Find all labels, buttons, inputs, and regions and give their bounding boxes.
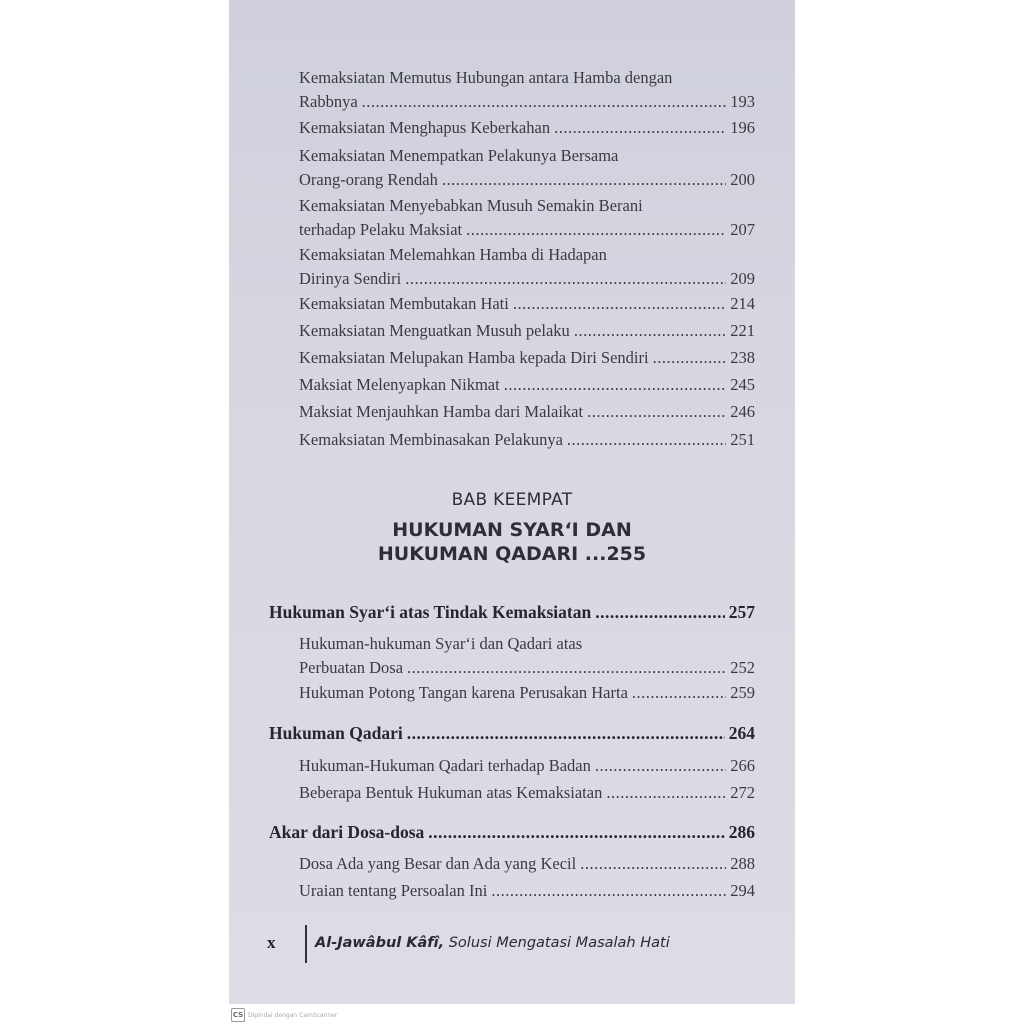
dot-leader [632,681,726,705]
dot-leader [442,168,726,192]
toc-entry [299,346,755,370]
dot-leader [653,346,727,370]
toc-page-number: 286 [728,822,755,842]
toc-entry [299,319,755,343]
toc-entry-line2: Dirinya Sendiri [299,269,402,288]
book-page [229,0,795,1004]
dot-leader [504,373,727,397]
toc-entry [299,243,755,291]
toc-entry [299,116,755,140]
toc-entry-line1: Kemaksiatan Menempatkan Pelakunya Bersama [299,146,619,165]
toc-entry [299,373,755,397]
toc-entry-line1: Kemaksiatan Melemahkan Hamba di Hadapan [299,245,607,264]
toc-entry-line2: Beberapa Bentuk Hukuman atas Kemaksiatan [299,783,603,802]
toc-entry-line2: Perbuatan Dosa [299,658,404,677]
running-footer [315,935,670,951]
toc-entry-line1: Kemaksiatan Menyebabkan Musuh Semakin Berani [299,196,643,215]
dot-leader [491,879,726,903]
footer-subtitle: Solusi Mengatasi Masalah Hati [444,935,670,951]
dot-leader [362,90,727,114]
toc-entry-line2: Kemaksiatan Membutakan Hati [299,294,509,313]
toc-page-number: 200 [730,170,755,189]
toc-page-number: 245 [730,375,755,394]
toc-entry-line2: Maksiat Melenyapkan Nikmat [299,375,500,394]
toc-entry-line2: Kemaksiatan Melupakan Hamba kepada Diri Sendiri [299,348,649,367]
dot-leader [466,218,726,242]
toc-page-number: 193 [730,92,755,111]
toc-entry [299,194,755,242]
toc-entry-line1: Kemaksiatan Memutus Hubungan antara Hamba dengan [299,68,673,87]
toc-page-number: 266 [730,756,755,775]
dot-leader [595,754,726,778]
toc-section-title: Hukuman Qadari [269,723,403,743]
toc-entry-line2: Kemaksiatan Menguatkan Musuh pelaku [299,321,570,340]
toc-page-number: 259 [730,683,755,702]
dot-leader [513,292,726,316]
toc-page-number: 207 [730,220,755,239]
toc-page-number: 214 [730,294,755,313]
watermark-text: Dipindai dengan CamScanner [248,1011,338,1019]
toc-page-number: 246 [730,402,755,421]
toc-entry [299,681,755,705]
dot-leader [428,820,724,844]
chapter-label: BAB KEEMPAT [451,490,573,510]
toc-section [269,600,755,624]
toc-entry [299,428,755,452]
chapter-title-line2: HUKUMAN QADARI ...255 [377,543,647,565]
toc-entry-line2: Hukuman-Hukuman Qadari terhadap Badan [299,756,591,775]
toc-page-number: 209 [730,269,755,288]
toc-page-number: 221 [730,321,755,340]
toc-entry-line2: Kemaksiatan Membinasakan Pelakunya [299,430,563,449]
toc-entry [299,754,755,778]
footer-book-title: Al-Jawâbul Kâfî, [315,935,445,951]
toc-entry-line2: Rabbnya [299,92,358,111]
toc-page-number: 252 [730,658,755,677]
dot-leader [587,400,726,424]
toc-entry-line2: terhadap Pelaku Maksiat [299,220,463,239]
page-number-roman: x [267,933,276,952]
dot-leader [580,852,726,876]
toc-page-number: 238 [730,348,755,367]
toc-page-number: 196 [730,118,755,137]
toc-entry-line2: Orang-orang Rendah [299,170,438,189]
toc-page-number: 288 [730,854,755,873]
dot-leader [567,428,726,452]
toc-section-title: Akar dari Dosa-dosa [269,822,425,842]
toc-entry [299,144,755,192]
toc-entry [299,632,755,680]
dot-leader [407,721,725,745]
toc-entry [299,852,755,876]
toc-entry [299,66,755,114]
toc-entry [299,781,755,805]
toc-page-number: 294 [730,881,755,900]
dot-leader [407,656,726,680]
toc-section-title: Hukuman Syar‘i atas Tindak Kemaksiatan [269,602,592,622]
toc-entry-line1: Hukuman-hukuman Syar‘i dan Qadari atas [299,634,583,653]
toc-page-number: 264 [728,723,755,743]
toc-entry-line2: Kemaksiatan Menghapus Keberkahan [299,118,551,137]
footer-divider [305,925,307,963]
chapter-title-line1: HUKUMAN SYAR‘I DAN [392,519,632,541]
toc-entry-line2: Uraian tentang Persoalan Ini [299,881,488,900]
scanner-watermark [231,1008,337,1022]
toc-entry [299,292,755,316]
toc-entry-line2: Dosa Ada yang Besar dan Ada yang Kecil [299,854,577,873]
toc-section [269,820,755,844]
dot-leader [606,781,726,805]
toc-page-number: 251 [730,430,755,449]
dot-leader [574,319,726,343]
dot-leader [554,116,726,140]
toc-entry [299,400,755,424]
dot-leader [405,267,726,291]
dot-leader [595,600,725,624]
toc-entry-line2: Hukuman Potong Tangan karena Perusakan Harta [299,683,628,702]
toc-entry-line2: Maksiat Menjauhkan Hamba dari Malaikat [299,402,584,421]
toc-section [269,721,755,745]
toc-page-number: 257 [728,602,755,622]
toc-entry [299,879,755,903]
camscanner-icon: CS [231,1008,245,1022]
toc-page-number: 272 [730,783,755,802]
